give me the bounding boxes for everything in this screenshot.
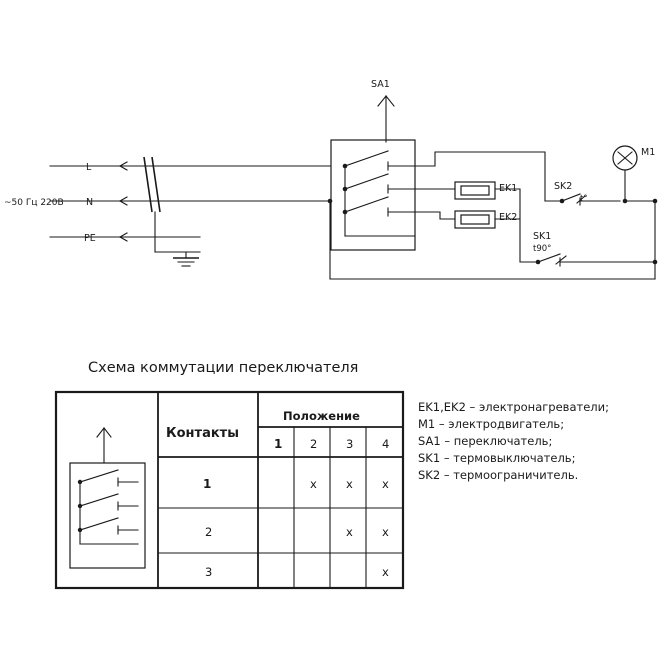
sk1-bimetal (556, 256, 566, 264)
legend-line-3: SA1 – переключатель; (418, 434, 553, 448)
table-title: Схема коммутации переключателя (88, 360, 359, 376)
sk1-blade (538, 254, 560, 262)
sk2-value: t° (580, 194, 588, 204)
heater-label-ek1: EK1 (499, 183, 518, 194)
symbol-switch-box (70, 463, 145, 568)
legend-line-2: M1 – электродвигатель; (418, 417, 565, 431)
wire-sa1-to-sk2 (415, 152, 545, 201)
symbol-blade-2 (80, 494, 118, 506)
row-1-pos-4: x (382, 477, 389, 491)
sk1-value: t90° (533, 244, 552, 254)
heater-inner-ek1 (461, 186, 489, 195)
table-header-position: Положение (283, 409, 360, 423)
table-position-col-1: 1 (274, 437, 283, 451)
sa1-contact-2-blade (345, 174, 388, 189)
cable-mark-2 (152, 157, 160, 212)
table-position-col-3: 3 (346, 437, 354, 451)
motor-label-m1: M1 (641, 147, 656, 158)
heater-label-ek2: EK2 (499, 212, 518, 223)
legend-line-4: SK1 – термовыключатель; (418, 451, 576, 465)
row-1-pos-2: x (310, 477, 317, 491)
row-2-pos-3: x (346, 525, 353, 539)
sk1-bus-node (653, 260, 658, 265)
table-position-col-4: 4 (382, 437, 390, 451)
heater-inner-ek2 (461, 215, 489, 224)
table-row (205, 565, 389, 579)
phase-label-pe: PE (84, 233, 96, 244)
symbol-blade-3 (80, 518, 118, 530)
switch-label-sa1: SA1 (371, 79, 390, 90)
table-row (205, 525, 389, 539)
legend-line-1: EK1,EK2 – электронагреватели; (418, 400, 609, 414)
sk2-label: SK2 (554, 181, 573, 192)
legend-line-5: SK2 – термоограничитель. (418, 468, 579, 482)
sk1-label: SK1 (533, 231, 552, 242)
neutral-node (328, 199, 333, 204)
row-1-contact: 1 (203, 477, 212, 491)
row-2-contact: 2 (205, 525, 213, 539)
row-2-pos-4: x (382, 525, 389, 539)
phase-label-n: N (86, 197, 94, 208)
wire-neutral-return (330, 201, 655, 279)
wire-ek2-in (415, 212, 455, 219)
sa1-contact-1-blade (345, 151, 388, 166)
symbol-blade-1 (80, 470, 118, 482)
phase-label-l: L (86, 162, 92, 173)
table-row (203, 477, 389, 491)
table-header-contacts: Контакты (166, 426, 239, 441)
cable-mark-1 (144, 157, 152, 212)
row-3-contact: 3 (205, 565, 213, 579)
row-1-pos-3: x (346, 477, 353, 491)
table-position-col-2: 2 (310, 437, 318, 451)
right-bus-node (653, 199, 658, 204)
supply-label: ~50 Гц 220В (4, 198, 64, 208)
motor-cross (618, 152, 632, 164)
sk2-blade (562, 194, 580, 201)
sa1-contact-3-blade (345, 197, 388, 212)
row-3-pos-4: x (382, 565, 389, 579)
